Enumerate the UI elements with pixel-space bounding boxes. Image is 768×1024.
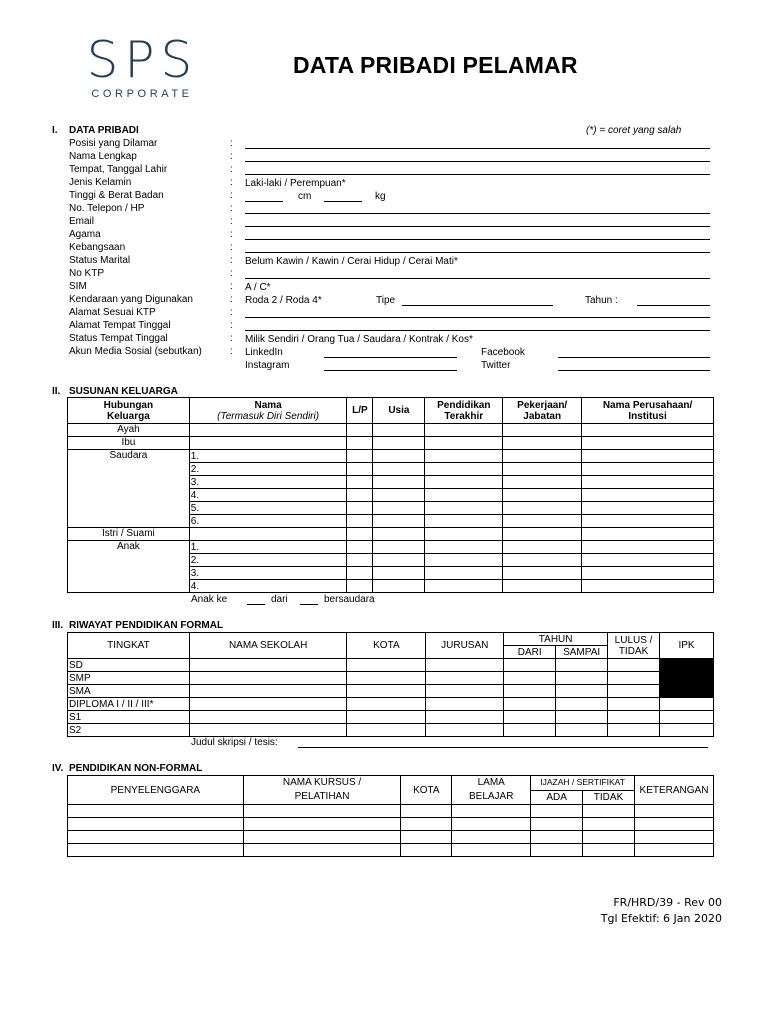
input-cell[interactable] bbox=[660, 711, 714, 724]
input-cell[interactable] bbox=[426, 724, 504, 737]
input-cell[interactable] bbox=[425, 437, 503, 450]
field-label: Kebangsaan bbox=[69, 242, 126, 253]
input-cell[interactable] bbox=[189, 672, 347, 685]
input-cell[interactable] bbox=[426, 672, 504, 685]
input-cell[interactable] bbox=[583, 831, 635, 844]
input-cell[interactable] bbox=[373, 515, 425, 528]
input-cell[interactable] bbox=[347, 502, 373, 515]
input-cell[interactable]: 3. bbox=[189, 476, 347, 489]
input-cell[interactable] bbox=[531, 805, 583, 818]
blocked-cell bbox=[660, 685, 714, 698]
input-cell[interactable] bbox=[582, 528, 714, 541]
relation-cell: Ibu bbox=[68, 437, 190, 450]
field-colon: : bbox=[230, 255, 233, 266]
header-course: NAMA KURSUS / PELATIHAN bbox=[243, 776, 401, 805]
field-label: Status Tempat Tinggal bbox=[69, 333, 168, 344]
header-education: Pendidikan Terakhir bbox=[425, 398, 503, 424]
input-cell[interactable] bbox=[531, 818, 583, 831]
field-label: Akun Media Sosial (sebutkan) bbox=[69, 346, 202, 357]
table-row bbox=[68, 437, 714, 450]
input-cell[interactable] bbox=[347, 567, 373, 580]
level-cell: SD bbox=[68, 659, 190, 672]
input-cell[interactable] bbox=[243, 818, 401, 831]
input-cell[interactable] bbox=[425, 463, 503, 476]
input-cell[interactable]: 6. bbox=[189, 515, 347, 528]
input-cell[interactable] bbox=[503, 528, 582, 541]
field-colon: : bbox=[230, 268, 233, 279]
input-cell[interactable] bbox=[401, 818, 452, 831]
thesis-label: Judul skripsi / tesis: bbox=[191, 737, 278, 748]
relation-cell: Istri / Suami bbox=[68, 528, 190, 541]
input-cell[interactable] bbox=[452, 844, 531, 857]
field-label: No KTP bbox=[69, 268, 105, 279]
input-cell[interactable] bbox=[373, 541, 425, 554]
field-colon: : bbox=[230, 333, 233, 344]
header-certificate: IJAZAH / SERTIFIKAT bbox=[531, 776, 635, 791]
field-label: Kendaraan yang Digunakan bbox=[69, 294, 193, 305]
input-cell[interactable] bbox=[347, 463, 373, 476]
input-cell[interactable] bbox=[504, 659, 556, 672]
input-cell[interactable] bbox=[373, 502, 425, 515]
input-cell[interactable] bbox=[582, 489, 714, 502]
input-cell[interactable] bbox=[503, 424, 582, 437]
input-cell[interactable] bbox=[347, 515, 373, 528]
header-job: Pekerjaan/ Jabatan bbox=[503, 398, 582, 424]
input-cell[interactable] bbox=[660, 698, 714, 711]
input-cell[interactable] bbox=[582, 541, 714, 554]
input-cell[interactable] bbox=[504, 672, 556, 685]
input-cell[interactable] bbox=[425, 424, 503, 437]
height-line[interactable] bbox=[245, 201, 283, 202]
child-order-line[interactable] bbox=[247, 604, 265, 605]
vehicle-options[interactable]: Roda 2 / Roda 4* bbox=[245, 295, 322, 306]
input-cell[interactable]: 4. bbox=[189, 489, 347, 502]
input-cell[interactable] bbox=[347, 424, 373, 437]
input-cell[interactable] bbox=[189, 685, 347, 698]
input-cell[interactable] bbox=[503, 450, 582, 463]
input-cell[interactable] bbox=[583, 844, 635, 857]
input-cell[interactable] bbox=[189, 528, 347, 541]
table-row bbox=[68, 698, 714, 711]
input-cell[interactable] bbox=[68, 805, 244, 818]
input-cell[interactable] bbox=[556, 711, 608, 724]
input-cell[interactable]: 1. bbox=[189, 450, 347, 463]
field-label: SIM bbox=[69, 281, 87, 292]
input-cell[interactable] bbox=[425, 489, 503, 502]
level-cell: SMA bbox=[68, 685, 190, 698]
field-input-line[interactable] bbox=[245, 226, 710, 227]
input-cell[interactable] bbox=[243, 831, 401, 844]
field-input-line[interactable] bbox=[245, 252, 710, 253]
level-cell: DIPLOMA I / II / III* bbox=[68, 698, 190, 711]
section-2-heading: SUSUNAN KELUARGA bbox=[69, 386, 178, 397]
section-4-number: IV. bbox=[52, 763, 64, 774]
height-unit: cm bbox=[298, 191, 312, 202]
input-cell[interactable] bbox=[608, 685, 660, 698]
input-cell[interactable] bbox=[347, 554, 373, 567]
field-label: Tempat, Tanggal Lahir bbox=[69, 164, 168, 175]
input-cell[interactable]: 5. bbox=[189, 502, 347, 515]
weight-unit: kg bbox=[375, 191, 386, 202]
field-input-line[interactable] bbox=[245, 213, 710, 214]
facebook-label: Facebook bbox=[481, 347, 525, 358]
logo-text: SPS bbox=[86, 31, 199, 89]
blocked-cell bbox=[660, 659, 714, 672]
input-cell[interactable] bbox=[503, 463, 582, 476]
input-cell[interactable] bbox=[425, 450, 503, 463]
field-colon: : bbox=[230, 242, 233, 253]
input-cell[interactable] bbox=[425, 515, 503, 528]
input-cell[interactable] bbox=[582, 515, 714, 528]
section-1-number: I. bbox=[52, 125, 58, 136]
header-until: SAMPAI bbox=[556, 646, 608, 659]
input-cell[interactable] bbox=[347, 437, 373, 450]
field-label: Alamat Sesuai KTP bbox=[69, 307, 156, 318]
input-cell[interactable] bbox=[634, 805, 713, 818]
instagram-label: Instagram bbox=[245, 360, 290, 371]
input-cell[interactable] bbox=[373, 567, 425, 580]
input-cell[interactable] bbox=[503, 567, 582, 580]
field-label: Jenis Kelamin bbox=[69, 177, 132, 188]
field-colon: : bbox=[230, 203, 233, 214]
vehicle-year-label: Tahun : bbox=[585, 295, 618, 306]
linkedin-label: LinkedIn bbox=[245, 347, 283, 358]
field-input-line[interactable] bbox=[245, 278, 710, 279]
input-cell[interactable]: 1. bbox=[189, 541, 347, 554]
input-cell[interactable] bbox=[347, 685, 426, 698]
input-cell[interactable] bbox=[347, 450, 373, 463]
input-cell[interactable] bbox=[582, 476, 714, 489]
input-cell[interactable] bbox=[425, 567, 503, 580]
input-cell[interactable] bbox=[426, 685, 504, 698]
level-cell: S1 bbox=[68, 711, 190, 724]
field-colon: : bbox=[230, 216, 233, 227]
input-cell[interactable] bbox=[608, 672, 660, 685]
field-colon: : bbox=[230, 190, 233, 201]
input-cell[interactable] bbox=[68, 831, 244, 844]
header-city: KOTA bbox=[347, 633, 426, 659]
input-cell[interactable] bbox=[582, 450, 714, 463]
input-cell[interactable] bbox=[425, 554, 503, 567]
header-major: JURUSAN bbox=[426, 633, 504, 659]
siblings-label: bersaudara bbox=[324, 594, 375, 605]
vehicle-type-label: Tipe bbox=[376, 295, 396, 306]
header-level: TINGKAT bbox=[68, 633, 190, 659]
field-label: Agama bbox=[69, 229, 101, 240]
header-no: TIDAK bbox=[583, 790, 635, 805]
table-row bbox=[68, 818, 714, 831]
input-cell[interactable] bbox=[68, 818, 244, 831]
input-cell[interactable]: 2. bbox=[189, 463, 347, 476]
field-colon: : bbox=[230, 229, 233, 240]
input-cell[interactable] bbox=[68, 844, 244, 857]
header-year: TAHUN bbox=[504, 633, 608, 646]
field-input-line[interactable] bbox=[245, 239, 710, 240]
relation-cell: Ayah bbox=[68, 424, 190, 437]
input-cell[interactable] bbox=[243, 805, 401, 818]
field-label: Alamat Tempat Tinggal bbox=[69, 320, 171, 331]
header-city: KOTA bbox=[401, 776, 452, 805]
input-cell[interactable] bbox=[634, 818, 713, 831]
input-cell[interactable] bbox=[452, 805, 531, 818]
child-order-label: Anak ke bbox=[191, 594, 228, 605]
table-row bbox=[68, 672, 714, 685]
input-cell[interactable] bbox=[347, 698, 426, 711]
input-cell[interactable] bbox=[425, 580, 503, 593]
field-colon: : bbox=[230, 346, 233, 357]
input-cell[interactable] bbox=[373, 528, 425, 541]
input-cell[interactable] bbox=[504, 724, 556, 737]
input-cell[interactable] bbox=[373, 437, 425, 450]
marital-options[interactable]: Belum Kawin / Kawin / Cerai Hidup / Cerai Mati* bbox=[245, 256, 458, 267]
input-cell[interactable] bbox=[373, 424, 425, 437]
form-code: FR/HRD/39 - Rev 00 bbox=[613, 896, 722, 909]
table-row bbox=[68, 528, 714, 541]
input-cell[interactable] bbox=[347, 489, 373, 502]
table-row bbox=[68, 424, 714, 437]
table-row bbox=[68, 541, 714, 554]
input-cell[interactable] bbox=[425, 528, 503, 541]
header-organizer: PENYELENGGARA bbox=[68, 776, 244, 805]
header-relation: Hubungan Keluarga bbox=[68, 398, 190, 424]
table-row bbox=[68, 685, 714, 698]
field-label: Tinggi & Berat Badan bbox=[69, 190, 164, 201]
input-cell[interactable] bbox=[504, 711, 556, 724]
residence-options[interactable]: Milik Sendiri / Orang Tua / Saudara / Kontrak / Kos* bbox=[245, 334, 473, 345]
field-colon: : bbox=[230, 320, 233, 331]
field-input-line[interactable] bbox=[245, 161, 710, 162]
input-cell[interactable] bbox=[583, 818, 635, 831]
input-cell[interactable] bbox=[608, 659, 660, 672]
field-colon: : bbox=[230, 307, 233, 318]
table-row bbox=[68, 724, 714, 737]
input-cell[interactable] bbox=[189, 659, 347, 672]
header-age: Usia bbox=[373, 398, 425, 424]
input-cell[interactable] bbox=[503, 580, 582, 593]
input-cell[interactable] bbox=[189, 437, 347, 450]
formal-education-table bbox=[67, 632, 714, 737]
twitter-line[interactable] bbox=[558, 370, 710, 371]
input-cell[interactable] bbox=[503, 515, 582, 528]
field-label: Status Marital bbox=[69, 255, 131, 266]
gender-options[interactable]: Laki-laki / Perempuan* bbox=[245, 178, 346, 189]
input-cell[interactable]: 3. bbox=[189, 567, 347, 580]
input-cell[interactable] bbox=[452, 831, 531, 844]
input-cell[interactable] bbox=[425, 476, 503, 489]
input-cell[interactable] bbox=[503, 489, 582, 502]
level-cell: SMP bbox=[68, 672, 190, 685]
input-cell[interactable] bbox=[608, 698, 660, 711]
effective-date: Tgl Efektif: 6 Jan 2020 bbox=[600, 912, 722, 925]
table-row bbox=[68, 831, 714, 844]
input-cell[interactable] bbox=[373, 489, 425, 502]
input-cell[interactable] bbox=[373, 450, 425, 463]
input-cell[interactable] bbox=[426, 659, 504, 672]
section-1-heading: DATA PRIBADI bbox=[69, 125, 139, 136]
input-cell[interactable] bbox=[556, 724, 608, 737]
input-cell[interactable] bbox=[401, 844, 452, 857]
input-cell[interactable] bbox=[583, 805, 635, 818]
input-cell[interactable] bbox=[426, 698, 504, 711]
field-colon: : bbox=[230, 294, 233, 305]
thesis-line[interactable] bbox=[298, 747, 708, 748]
input-cell[interactable] bbox=[347, 672, 426, 685]
input-cell[interactable] bbox=[347, 528, 373, 541]
input-cell[interactable] bbox=[634, 831, 713, 844]
relation-cell: Anak bbox=[68, 541, 190, 593]
table-row bbox=[68, 844, 714, 857]
input-cell[interactable] bbox=[347, 580, 373, 593]
table-row bbox=[68, 711, 714, 724]
field-colon: : bbox=[230, 281, 233, 292]
family-table bbox=[67, 397, 714, 593]
level-cell: S2 bbox=[68, 724, 190, 737]
input-cell[interactable] bbox=[582, 424, 714, 437]
header-company: Nama Perusahaan/ Institusi bbox=[582, 398, 714, 424]
input-cell[interactable] bbox=[582, 580, 714, 593]
input-cell[interactable] bbox=[347, 541, 373, 554]
input-cell[interactable]: 2. bbox=[189, 554, 347, 567]
input-cell[interactable] bbox=[189, 724, 347, 737]
vehicle-year-line[interactable] bbox=[637, 305, 710, 306]
field-label: No. Telepon / HP bbox=[69, 203, 145, 214]
header-gpa: IPK bbox=[660, 633, 714, 659]
input-cell[interactable] bbox=[556, 698, 608, 711]
field-label: Email bbox=[69, 216, 95, 227]
input-cell[interactable] bbox=[426, 711, 504, 724]
input-cell[interactable] bbox=[660, 724, 714, 737]
input-cell[interactable] bbox=[503, 541, 582, 554]
logo-subtitle: CORPORATE bbox=[91, 88, 193, 100]
input-cell[interactable] bbox=[531, 844, 583, 857]
twitter-label: Twitter bbox=[481, 360, 511, 371]
input-cell[interactable] bbox=[401, 805, 452, 818]
input-cell[interactable] bbox=[373, 476, 425, 489]
header-gender: L/P bbox=[347, 398, 373, 424]
input-cell[interactable] bbox=[608, 724, 660, 737]
input-cell[interactable] bbox=[608, 711, 660, 724]
field-label: Posisi yang Dilamar bbox=[69, 138, 158, 149]
header-duration: LAMA BELAJAR bbox=[452, 776, 531, 805]
input-cell[interactable] bbox=[347, 476, 373, 489]
table-row bbox=[68, 805, 714, 818]
input-cell[interactable] bbox=[347, 724, 426, 737]
field-input-line[interactable] bbox=[245, 174, 710, 175]
child-of-label: dari bbox=[271, 594, 288, 605]
input-cell[interactable] bbox=[582, 437, 714, 450]
section-2-number: II. bbox=[52, 386, 61, 397]
section-3-heading: RIWAYAT PENDIDIKAN FORMAL bbox=[69, 620, 224, 631]
input-cell[interactable] bbox=[503, 502, 582, 515]
input-cell[interactable] bbox=[373, 463, 425, 476]
input-cell[interactable] bbox=[582, 502, 714, 515]
siblings-total-line[interactable] bbox=[300, 604, 318, 605]
input-cell[interactable] bbox=[425, 541, 503, 554]
page-title: DATA PRIBADI PELAMAR bbox=[293, 52, 578, 78]
field-colon: : bbox=[230, 151, 233, 162]
weight-line[interactable] bbox=[324, 201, 362, 202]
input-cell[interactable] bbox=[452, 818, 531, 831]
table-row bbox=[68, 659, 714, 672]
blocked-cell bbox=[660, 672, 714, 685]
input-cell[interactable] bbox=[582, 567, 714, 580]
field-colon: : bbox=[230, 177, 233, 188]
input-cell[interactable] bbox=[504, 685, 556, 698]
input-cell[interactable] bbox=[347, 659, 426, 672]
input-cell[interactable] bbox=[504, 698, 556, 711]
section-1-note: (*) = coret yang salah bbox=[586, 125, 682, 136]
field-label: Nama Lengkap bbox=[69, 151, 137, 162]
input-cell[interactable] bbox=[401, 831, 452, 844]
input-cell[interactable] bbox=[582, 554, 714, 567]
input-cell[interactable] bbox=[634, 844, 713, 857]
input-cell[interactable] bbox=[556, 659, 608, 672]
header-notes: KETERANGAN bbox=[634, 776, 713, 805]
field-colon: : bbox=[230, 138, 233, 149]
sim-options[interactable]: A / C* bbox=[245, 282, 271, 293]
field-input-line[interactable] bbox=[245, 330, 710, 331]
header-from: DARI bbox=[504, 646, 556, 659]
instagram-line[interactable] bbox=[324, 370, 457, 371]
facebook-line[interactable] bbox=[558, 357, 710, 358]
section-3-number: III. bbox=[52, 620, 64, 631]
input-cell[interactable] bbox=[503, 476, 582, 489]
input-cell[interactable] bbox=[189, 698, 347, 711]
field-input-line[interactable] bbox=[245, 148, 710, 149]
input-cell[interactable]: 4. bbox=[189, 580, 347, 593]
input-cell[interactable] bbox=[556, 685, 608, 698]
table-row bbox=[68, 450, 714, 463]
field-input-line[interactable] bbox=[245, 317, 710, 318]
input-cell[interactable] bbox=[243, 844, 401, 857]
linkedin-line[interactable] bbox=[324, 357, 457, 358]
input-cell[interactable] bbox=[189, 424, 347, 437]
input-cell[interactable] bbox=[373, 554, 425, 567]
header-graduated: LULUS / TIDAK bbox=[608, 633, 660, 659]
relation-cell: Saudara bbox=[68, 450, 190, 528]
header-name: Nama (Termasuk Diri Sendiri) bbox=[189, 398, 347, 424]
field-colon: : bbox=[230, 164, 233, 175]
input-cell[interactable] bbox=[503, 437, 582, 450]
input-cell[interactable] bbox=[582, 463, 714, 476]
input-cell[interactable] bbox=[373, 580, 425, 593]
nonformal-education-table bbox=[67, 775, 714, 857]
vehicle-type-line[interactable] bbox=[402, 305, 553, 306]
header-school: NAMA SEKOLAH bbox=[189, 633, 347, 659]
input-cell[interactable] bbox=[425, 502, 503, 515]
section-4-heading: PENDIDIKAN NON-FORMAL bbox=[69, 763, 203, 774]
header-yes: ADA bbox=[531, 790, 583, 805]
input-cell[interactable] bbox=[556, 672, 608, 685]
input-cell[interactable] bbox=[503, 554, 582, 567]
input-cell[interactable] bbox=[531, 831, 583, 844]
input-cell[interactable] bbox=[189, 711, 347, 724]
input-cell[interactable] bbox=[347, 711, 426, 724]
